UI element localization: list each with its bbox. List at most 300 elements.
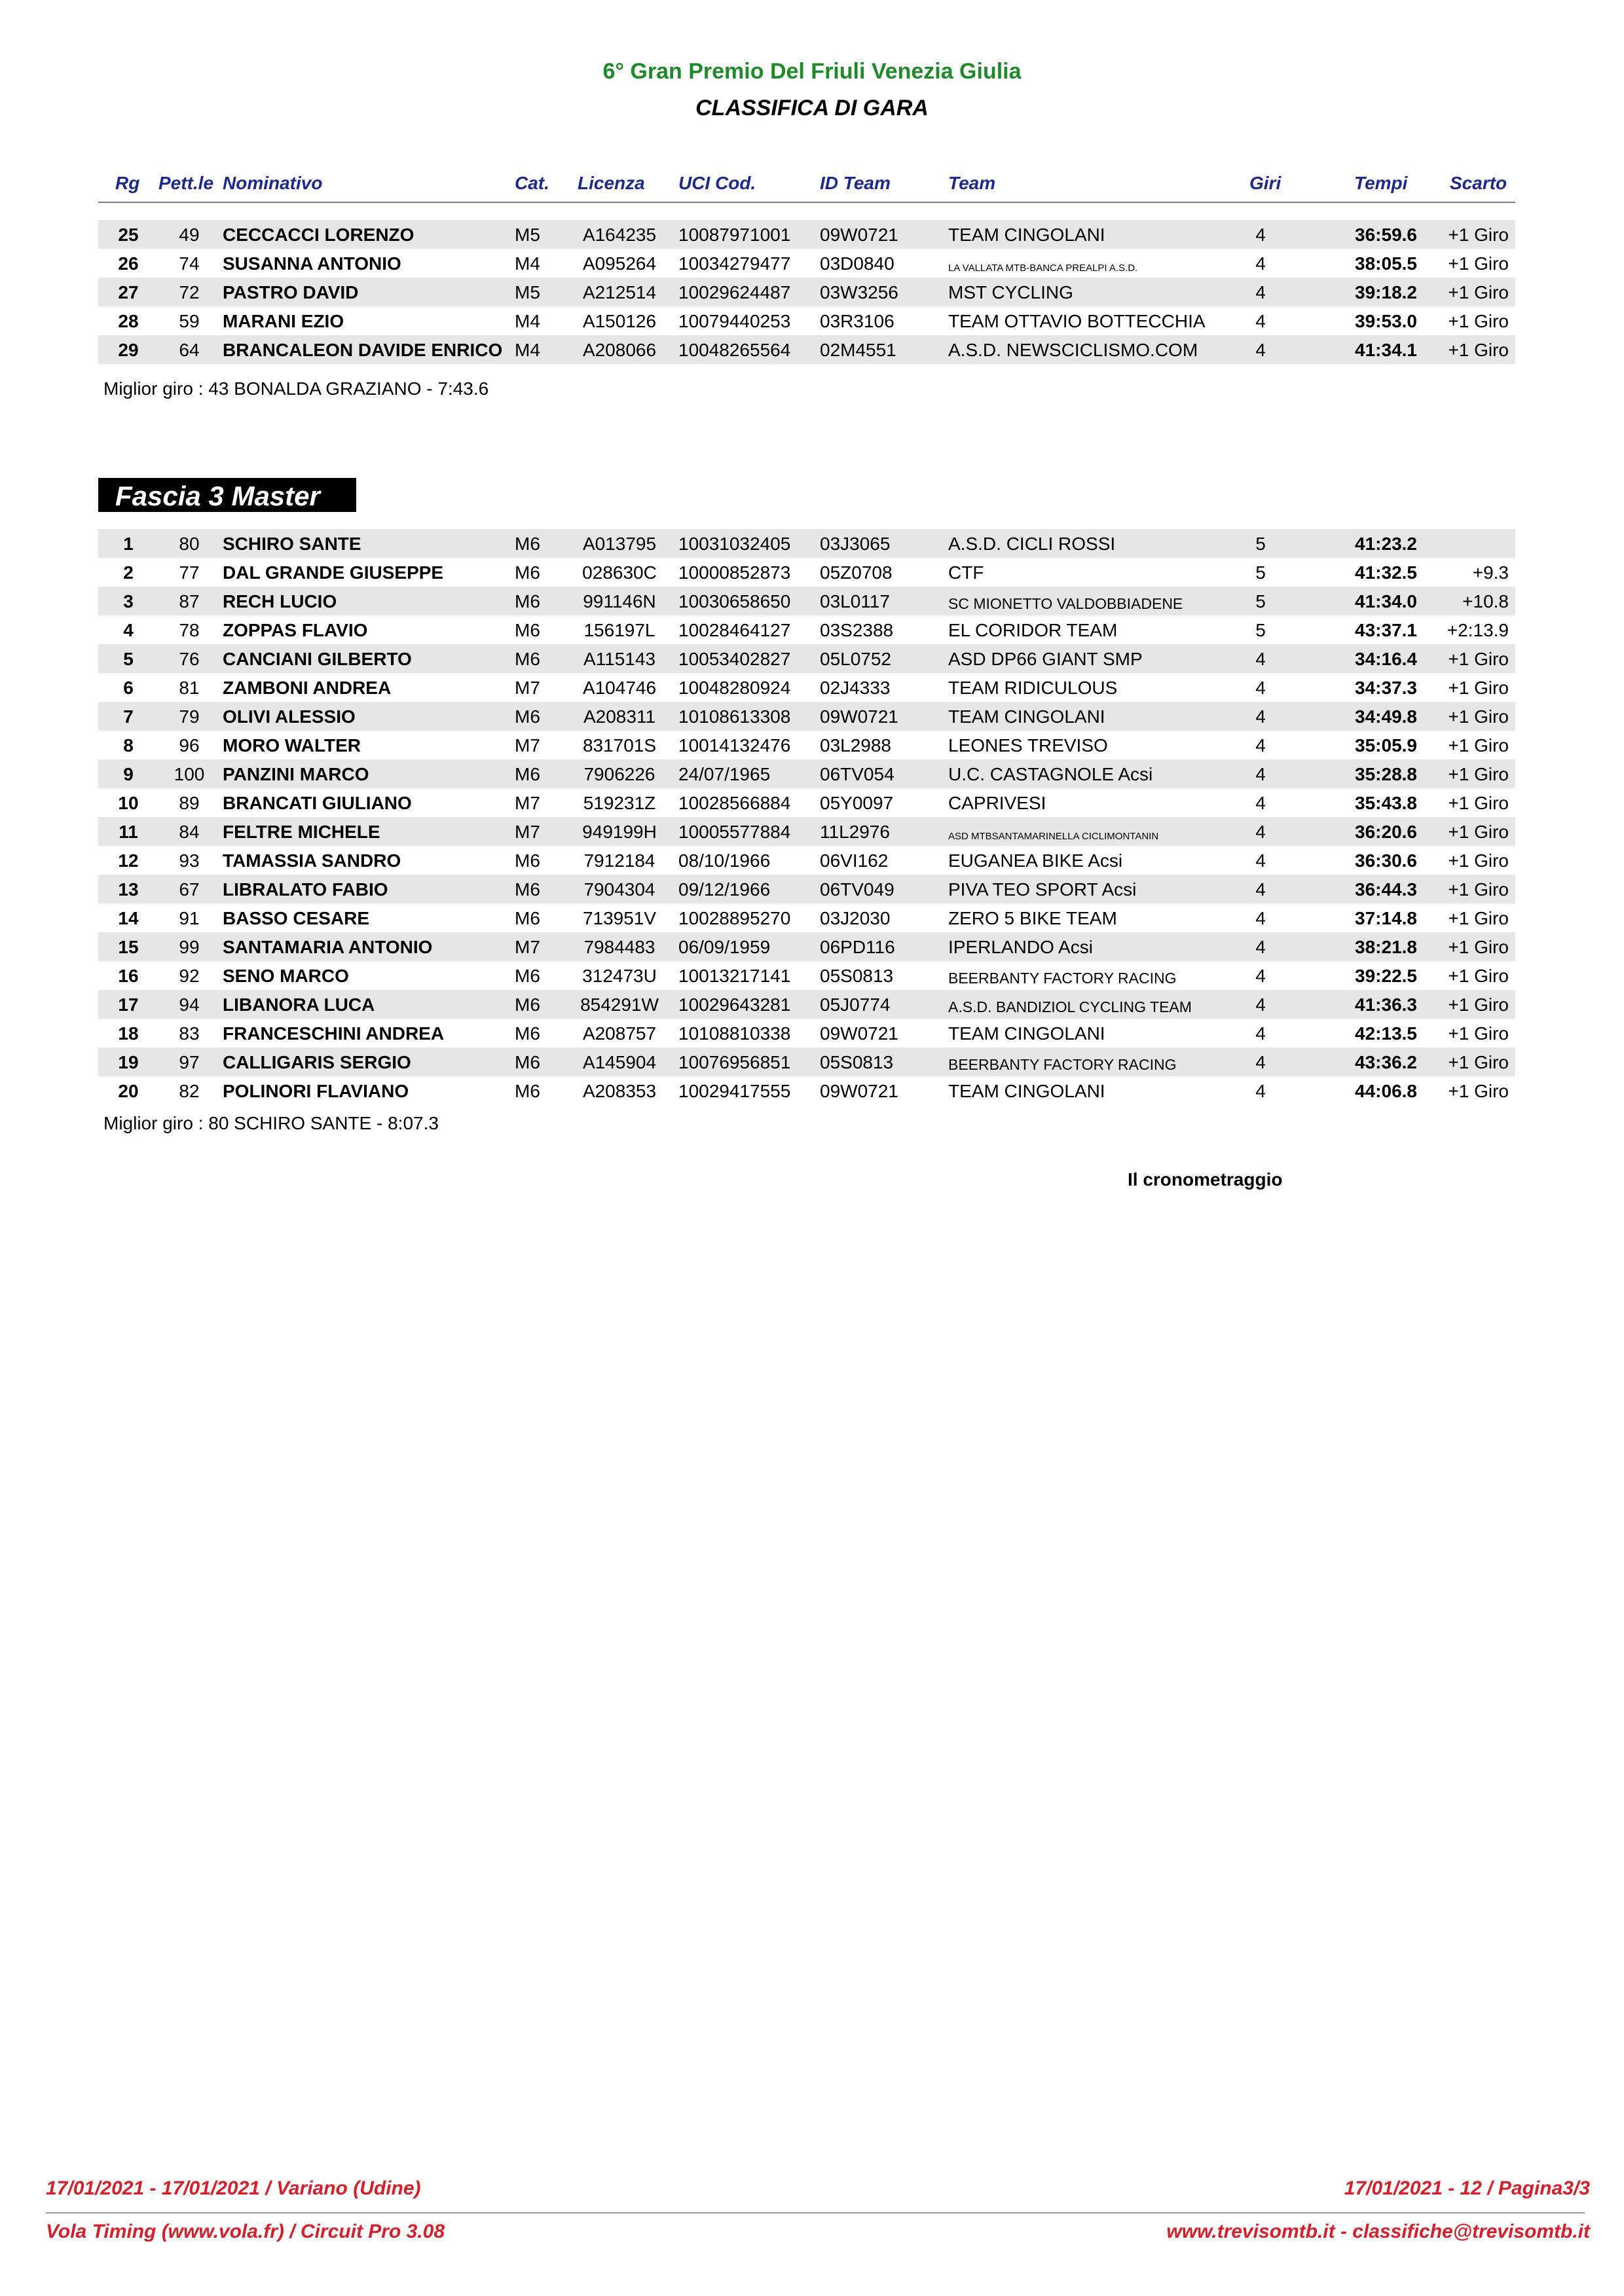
cell-scarto: +1 Giro <box>1448 879 1509 900</box>
cell-idteam: 03J2030 <box>820 908 891 928</box>
cell-uci: 10048265564 <box>678 340 791 360</box>
cell-idteam: 05S0813 <box>820 966 894 986</box>
cell-idteam: 11L2976 <box>820 822 890 842</box>
cell-rg: 25 <box>118 225 139 245</box>
cell-team: A.S.D. BANDIZIOL CYCLING TEAM <box>948 998 1192 1015</box>
cell-scarto: +1 Giro <box>1448 764 1509 784</box>
cell-scarto: +1 Giro <box>1448 994 1509 1015</box>
cell-lic: A150126 <box>582 311 657 331</box>
header-team: Team <box>948 173 996 193</box>
table-row <box>98 788 1515 817</box>
table-row <box>98 817 1515 846</box>
cell-lic: 713951V <box>582 908 657 928</box>
cell-scarto: +1 Giro <box>1448 253 1509 274</box>
cell-scarto: +1 Giro <box>1448 225 1509 245</box>
cell-cat: M6 <box>515 649 540 669</box>
table-row <box>98 249 1515 278</box>
table-row <box>98 558 1515 587</box>
cell-cat: M6 <box>515 591 540 611</box>
cell-idteam: 03L0117 <box>820 591 890 611</box>
cell-cat: M7 <box>515 822 540 842</box>
cell-cat: M5 <box>515 225 540 245</box>
cell-uci: 10108810338 <box>678 1023 791 1044</box>
cell-giri: 4 <box>1255 340 1266 360</box>
cell-lic: 7912184 <box>583 850 655 871</box>
cell-team: SC MIONETTO VALDOBBIADENE <box>948 595 1183 612</box>
cell-lic: A208311 <box>583 706 656 727</box>
cell-cat: M7 <box>515 937 540 957</box>
cell-scarto: +1 Giro <box>1448 649 1509 669</box>
cell-pett: 78 <box>179 620 200 640</box>
cell-rg: 6 <box>123 678 134 698</box>
section-label-text: Fascia 3 Master <box>115 481 320 511</box>
cell-pett: 49 <box>179 225 200 245</box>
cell-team: ZERO 5 BIKE TEAM <box>948 908 1117 928</box>
table-row <box>98 1048 1515 1076</box>
header-lic: Licenza <box>578 173 645 193</box>
cell-name: FRANCESCHINI ANDREA <box>223 1023 445 1044</box>
cell-giri: 4 <box>1255 1023 1266 1044</box>
cell-uci: 10000852873 <box>678 562 791 583</box>
cell-name: POLINORI FLAVIANO <box>223 1081 409 1101</box>
cell-team: TEAM CINGOLANI <box>948 1023 1105 1044</box>
cell-name: SANTAMARIA ANTONIO <box>223 937 433 957</box>
cell-name: MORO WALTER <box>223 735 361 756</box>
table-row <box>98 990 1515 1019</box>
cell-scarto: +9.3 <box>1472 562 1509 583</box>
cell-uci: 10076956851 <box>678 1052 791 1072</box>
cell-cat: M6 <box>515 1081 540 1101</box>
cell-cat: M4 <box>515 311 540 331</box>
cell-cat: M6 <box>515 994 540 1015</box>
cell-lic: 519231Z <box>583 793 656 813</box>
cell-rg: 18 <box>118 1023 139 1044</box>
cell-idteam: 09W0721 <box>820 1081 898 1101</box>
cell-name: PASTRO DAVID <box>223 282 359 302</box>
cell-name: ZOPPAS FLAVIO <box>223 620 368 640</box>
cell-cat: M6 <box>515 879 540 900</box>
cell-lic: 991146N <box>583 591 656 611</box>
cell-tempi: 36:44.3 <box>1355 879 1417 900</box>
table-row <box>98 615 1515 644</box>
best-lap-2: Miglior giro : 80 SCHIRO SANTE - 8:07.3 <box>103 1113 439 1133</box>
cell-name: OLIVI ALESSIO <box>223 706 356 727</box>
cell-pett: 81 <box>179 678 200 698</box>
cell-name: BRANCATI GIULIANO <box>223 793 412 813</box>
cell-rg: 3 <box>123 591 134 611</box>
cell-lic: 854291W <box>580 994 659 1015</box>
table-row <box>98 220 1515 249</box>
cell-giri: 4 <box>1255 649 1266 669</box>
cell-tempi: 43:37.1 <box>1355 620 1417 640</box>
cell-scarto: +1 Giro <box>1448 908 1509 928</box>
cell-giri: 4 <box>1255 253 1266 274</box>
cell-pett: 67 <box>179 879 200 900</box>
cell-scarto: +1 Giro <box>1448 822 1509 842</box>
cell-pett: 64 <box>179 340 200 360</box>
cell-rg: 11 <box>119 822 138 842</box>
cell-rg: 26 <box>118 253 139 274</box>
cell-name: LIBRALATO FABIO <box>223 879 388 900</box>
cell-scarto: +1 Giro <box>1448 1081 1509 1101</box>
cell-rg: 20 <box>118 1081 139 1101</box>
cell-pett: 82 <box>179 1081 200 1101</box>
cell-scarto: +10.8 <box>1462 591 1509 611</box>
cell-idteam: 03R3106 <box>820 311 895 331</box>
cell-giri: 4 <box>1255 822 1266 842</box>
cell-lic: A208066 <box>582 340 657 360</box>
cell-rg: 1 <box>123 534 134 554</box>
cell-giri: 4 <box>1255 850 1266 871</box>
cell-scarto: +1 Giro <box>1448 282 1509 302</box>
table-row <box>98 587 1515 615</box>
cell-name: SUSANNA ANTONIO <box>223 253 401 274</box>
cell-uci: 10013217141 <box>678 966 791 986</box>
header-uci: UCI Cod. <box>678 173 756 193</box>
cell-name: BRANCALEON DAVIDE ENRICO <box>223 340 503 360</box>
cell-idteam: 05L0752 <box>820 649 892 669</box>
cell-team: TEAM CINGOLANI <box>948 225 1105 245</box>
cell-pett: 91 <box>179 908 200 928</box>
footer-event: 17/01/2021 - 17/01/2021 / Variano (Udine) <box>46 2178 421 2199</box>
cell-uci: 08/10/1966 <box>678 850 771 871</box>
cell-rg: 14 <box>118 908 139 928</box>
cell-uci: 10031032405 <box>678 534 791 554</box>
cell-rg: 27 <box>118 282 139 302</box>
cell-team: TEAM CINGOLANI <box>948 1081 1105 1101</box>
cell-idteam: 03S2388 <box>820 620 894 640</box>
cell-giri: 4 <box>1255 908 1266 928</box>
cell-tempi: 37:14.8 <box>1355 908 1417 928</box>
cell-idteam: 06VI162 <box>820 850 889 871</box>
cell-name: DAL GRANDE GIUSEPPE <box>223 562 444 583</box>
cell-tempi: 44:06.8 <box>1355 1081 1417 1101</box>
cell-lic: A145904 <box>582 1052 657 1072</box>
cell-pett: 77 <box>179 562 200 583</box>
header-scarto: Scarto <box>1450 173 1507 193</box>
cell-giri: 4 <box>1255 879 1266 900</box>
cell-cat: M4 <box>515 340 540 360</box>
cell-uci: 10028464127 <box>678 620 791 640</box>
footer-contact: www.trevisomtb.it - classifiche@trevisomtb.it <box>1166 2221 1590 2242</box>
cell-lic: A208353 <box>582 1081 657 1101</box>
cell-tempi: 43:36.2 <box>1355 1052 1417 1072</box>
cell-idteam: 02J4333 <box>820 678 891 698</box>
cell-team: ASD DP66 GIANT SMP <box>948 649 1143 669</box>
cell-name: PANZINI MARCO <box>223 764 369 784</box>
cell-pett: 72 <box>179 282 200 302</box>
cell-uci: 10029643281 <box>678 994 791 1015</box>
table-row <box>98 335 1515 364</box>
cell-tempi: 41:36.3 <box>1355 994 1417 1015</box>
cell-cat: M4 <box>515 253 540 274</box>
cell-tempi: 36:20.6 <box>1355 822 1417 842</box>
table-row <box>98 961 1515 990</box>
cell-cat: M7 <box>515 793 540 813</box>
cell-cat: M6 <box>515 850 540 871</box>
table-row <box>98 702 1515 731</box>
cell-scarto: +1 Giro <box>1448 706 1509 727</box>
cell-pett: 74 <box>179 253 200 274</box>
cell-uci: 10029624487 <box>678 282 791 302</box>
cell-scarto: +1 Giro <box>1448 678 1509 698</box>
cell-giri: 4 <box>1255 706 1266 727</box>
cell-lic: A104746 <box>582 678 657 698</box>
table-row <box>98 731 1515 759</box>
table-row <box>98 306 1515 335</box>
cell-uci: 10053402827 <box>678 649 791 669</box>
cell-tempi: 39:22.5 <box>1355 966 1417 986</box>
cell-giri: 4 <box>1255 311 1266 331</box>
cell-team: PIVA TEO SPORT Acsi <box>948 879 1137 900</box>
race-subtitle: CLASSIFICA DI GARA <box>695 96 929 120</box>
cell-team: BEERBANTY FACTORY RACING <box>948 970 1177 987</box>
cell-team: A.S.D. NEWSCICLISMO.COM <box>948 340 1198 360</box>
cell-tempi: 39:18.2 <box>1355 282 1417 302</box>
cell-uci: 10079440253 <box>678 311 791 331</box>
cell-team: LEONES TREVISO <box>948 735 1108 756</box>
cell-lic: A164235 <box>582 225 657 245</box>
table-row <box>98 1019 1515 1048</box>
cell-idteam: 05J0774 <box>820 994 891 1015</box>
cell-idteam: 05S0813 <box>820 1052 894 1072</box>
cell-pett: 100 <box>174 764 205 784</box>
cell-idteam: 09W0721 <box>820 1023 898 1044</box>
cell-scarto: +1 Giro <box>1448 735 1509 756</box>
cell-tempi: 34:16.4 <box>1355 649 1417 669</box>
cell-name: MARANI EZIO <box>223 311 344 331</box>
cell-pett: 94 <box>179 994 200 1015</box>
table-row <box>98 932 1515 961</box>
cell-rg: 15 <box>118 937 139 957</box>
cell-giri: 5 <box>1255 562 1266 583</box>
cell-uci: 10028895270 <box>678 908 791 928</box>
cell-scarto: +1 Giro <box>1448 937 1509 957</box>
cell-lic: 949199H <box>582 822 657 842</box>
cell-giri: 5 <box>1255 591 1266 611</box>
cell-giri: 4 <box>1255 966 1266 986</box>
cell-team: TEAM OTTAVIO BOTTECCHIA <box>948 311 1206 331</box>
table-header <box>98 172 1515 203</box>
cell-tempi: 38:05.5 <box>1355 253 1417 274</box>
cell-name: LIBANORA LUCA <box>223 994 375 1015</box>
cell-team: ASD MTBSANTAMARINELLA CICLIMONTANIN <box>948 831 1159 842</box>
table-row <box>98 875 1515 903</box>
cell-lic: 7906226 <box>583 764 655 784</box>
cell-pett: 99 <box>179 937 200 957</box>
cell-giri: 4 <box>1255 1081 1266 1101</box>
cell-uci: 10014132476 <box>678 735 791 756</box>
results-table-1 <box>98 220 1515 364</box>
cell-lic: 7904304 <box>583 879 655 900</box>
footer-software: Vola Timing (www.vola.fr) / Circuit Pro 3.08 <box>46 2221 445 2242</box>
cell-lic: 7984483 <box>583 937 655 957</box>
cell-name: ZAMBONI ANDREA <box>223 678 392 698</box>
cell-lic: 156197L <box>583 620 655 640</box>
cell-rg: 29 <box>118 340 139 360</box>
cell-pett: 96 <box>179 735 200 756</box>
cell-giri: 4 <box>1255 793 1266 813</box>
cell-tempi: 34:49.8 <box>1355 706 1417 727</box>
cell-uci: 24/07/1965 <box>678 764 771 784</box>
cell-team: TEAM RIDICULOUS <box>948 678 1118 698</box>
cell-tempi: 38:21.8 <box>1355 937 1417 957</box>
cell-team: EUGANEA BIKE Acsi <box>948 850 1123 871</box>
cell-cat: M6 <box>515 706 540 727</box>
cell-scarto: +1 Giro <box>1448 850 1509 871</box>
cell-team: A.S.D. CICLI ROSSI <box>948 534 1116 554</box>
cell-rg: 16 <box>118 966 139 986</box>
cell-uci: 10005577884 <box>678 822 791 842</box>
header-rg: Rg <box>115 173 140 193</box>
cell-name: BASSO CESARE <box>223 908 370 928</box>
cell-tempi: 42:13.5 <box>1355 1023 1417 1044</box>
cell-rg: 12 <box>118 850 139 871</box>
cell-cat: M5 <box>515 282 540 302</box>
cell-lic: A212514 <box>582 282 657 302</box>
cell-rg: 28 <box>118 311 139 331</box>
cell-idteam: 03L2988 <box>820 735 892 756</box>
cell-rg: 2 <box>123 562 134 583</box>
cell-scarto: +1 Giro <box>1448 311 1509 331</box>
cell-pett: 76 <box>179 649 200 669</box>
cell-name: TAMASSIA SANDRO <box>223 850 401 871</box>
cell-pett: 83 <box>179 1023 200 1044</box>
cell-giri: 5 <box>1255 534 1266 554</box>
cell-team: IPERLANDO Acsi <box>948 937 1093 957</box>
cell-uci: 10108613308 <box>678 706 791 727</box>
cell-giri: 4 <box>1255 225 1266 245</box>
cell-tempi: 41:34.0 <box>1355 591 1417 611</box>
cell-uci: 10028566884 <box>678 793 791 813</box>
cell-rg: 5 <box>123 649 134 669</box>
cell-pett: 89 <box>179 793 200 813</box>
cell-tempi: 34:37.3 <box>1355 678 1417 698</box>
cell-uci: 10029417555 <box>678 1081 791 1101</box>
cell-cat: M6 <box>515 908 540 928</box>
cell-pett: 79 <box>179 706 200 727</box>
header-pett: Pett.le <box>158 173 214 193</box>
cell-idteam: 03W3256 <box>820 282 898 302</box>
cell-uci: 10048280924 <box>678 678 791 698</box>
cell-giri: 4 <box>1255 994 1266 1015</box>
cell-cat: M6 <box>515 620 540 640</box>
cell-uci: 06/09/1959 <box>678 937 771 957</box>
cell-rg: 8 <box>123 735 134 756</box>
table-row <box>98 529 1515 558</box>
cell-team: MST CYCLING <box>948 282 1073 302</box>
cell-lic: 831701S <box>582 735 657 756</box>
cell-uci: 10034279477 <box>678 253 791 274</box>
cell-idteam: 06TV049 <box>820 879 895 900</box>
header-giri: Giri <box>1249 173 1282 193</box>
cell-rg: 9 <box>123 764 134 784</box>
cell-team: CTF <box>948 562 984 583</box>
table-row <box>98 673 1515 702</box>
cell-lic: A115143 <box>583 649 656 669</box>
cell-pett: 97 <box>179 1052 200 1072</box>
cell-rg: 13 <box>118 879 139 900</box>
cell-idteam: 03D0840 <box>820 253 895 274</box>
cell-scarto: +1 Giro <box>1448 1052 1509 1072</box>
cell-name: RECH LUCIO <box>223 591 337 611</box>
cell-lic: A095264 <box>582 253 657 274</box>
cell-pett: 80 <box>179 534 200 554</box>
cell-uci: 09/12/1966 <box>678 879 771 900</box>
cell-pett: 87 <box>179 591 200 611</box>
cell-pett: 92 <box>179 966 200 986</box>
header-idteam: ID Team <box>820 173 891 193</box>
cell-idteam: 06TV054 <box>820 764 895 784</box>
cell-cat: M6 <box>515 764 540 784</box>
cell-scarto: +1 Giro <box>1448 340 1509 360</box>
cell-team: EL CORIDOR TEAM <box>948 620 1118 640</box>
cell-tempi: 41:32.5 <box>1355 562 1417 583</box>
cell-giri: 4 <box>1255 764 1266 784</box>
cell-pett: 84 <box>179 822 200 842</box>
cell-name: CECCACCI LORENZO <box>223 225 415 245</box>
cell-cat: M6 <box>515 1052 540 1072</box>
cell-name: SCHIRO SANTE <box>223 534 361 554</box>
cell-team: CAPRIVESI <box>948 793 1046 813</box>
cell-rg: 4 <box>123 620 134 640</box>
signature: Il cronometraggio <box>1128 1169 1283 1190</box>
cell-giri: 4 <box>1255 937 1266 957</box>
cell-idteam: 05Z0708 <box>820 562 893 583</box>
cell-giri: 5 <box>1255 620 1266 640</box>
cell-lic: 312473U <box>582 966 657 986</box>
section-label <box>98 478 356 512</box>
cell-tempi: 41:23.2 <box>1355 534 1417 554</box>
cell-cat: M6 <box>515 966 540 986</box>
cell-scarto: +1 Giro <box>1448 1023 1509 1044</box>
best-lap-1: Miglior giro : 43 BONALDA GRAZIANO - 7:43.6 <box>103 378 489 399</box>
table-row <box>98 1076 1515 1105</box>
cell-pett: 93 <box>179 850 200 871</box>
cell-scarto: +1 Giro <box>1448 793 1509 813</box>
race-title: 6° Gran Premio Del Friuli Venezia Giulia <box>602 59 1022 84</box>
table-row <box>98 846 1515 875</box>
cell-pett: 59 <box>179 311 200 331</box>
cell-cat: M6 <box>515 534 540 554</box>
header-cat: Cat. <box>515 173 549 193</box>
cell-team: BEERBANTY FACTORY RACING <box>948 1056 1177 1073</box>
cell-lic: 028630C <box>582 562 657 583</box>
cell-giri: 4 <box>1255 282 1266 302</box>
cell-cat: M6 <box>515 1023 540 1044</box>
cell-rg: 7 <box>123 706 134 727</box>
cell-tempi: 35:05.9 <box>1355 735 1417 756</box>
cell-uci: 10087971001 <box>678 225 791 245</box>
header-name: Nominativo <box>223 173 323 193</box>
cell-giri: 4 <box>1255 1052 1266 1072</box>
cell-cat: M7 <box>515 678 540 698</box>
cell-lic: A208757 <box>582 1023 657 1044</box>
table-row <box>98 903 1515 932</box>
table-row <box>98 759 1515 788</box>
cell-cat: M7 <box>515 735 540 756</box>
cell-giri: 4 <box>1255 735 1266 756</box>
footer-page: 17/01/2021 - 12 / Pagina3/3 <box>1344 2178 1590 2199</box>
cell-tempi: 36:59.6 <box>1355 225 1417 245</box>
cell-name: FELTRE MICHELE <box>223 822 380 842</box>
cell-name: CALLIGARIS SERGIO <box>223 1052 411 1072</box>
footer-divider <box>46 2212 1585 2214</box>
cell-tempi: 39:53.0 <box>1355 311 1417 331</box>
cell-idteam: 09W0721 <box>820 225 898 245</box>
cell-rg: 19 <box>118 1052 139 1072</box>
cell-scarto: +2:13.9 <box>1447 620 1509 640</box>
